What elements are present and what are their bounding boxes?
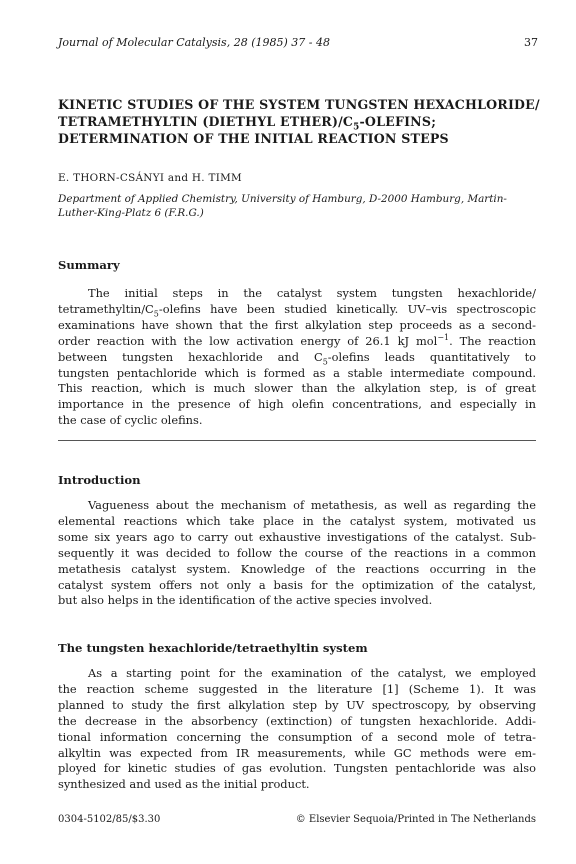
title-line: TETRAMETHYLTIN (DIETHYL $ETHER)/C_5$-OLEFINS;	[58, 114, 437, 133]
text-line: tungsten pentachloride which is formed as a stable intermediate compound.	[58, 365, 536, 380]
page-footer	[58, 814, 536, 828]
author-list: E. THORN-CSÁNYI and H. TIMM	[58, 172, 242, 184]
section-paragraph	[58, 666, 536, 793]
section-divider	[58, 440, 536, 441]
text-line: This reaction, which is much slower than the alkylation step, is of great	[58, 381, 536, 396]
affiliation-line: Department of Applied Chemistry, University of Hamburg, D-2000 Hamburg, Martin-	[58, 193, 507, 205]
text-line: As a starting point for the examination of the catalyst, we employed	[88, 666, 536, 680]
text-line: order reaction with the low activation energy of 26.1 kJ mol$^{-1}$. The reaction	[58, 332, 536, 348]
text-line: elemental reactions which take place in the catalyst system, motivated us	[58, 513, 536, 528]
introduction-heading: Introduction	[58, 473, 141, 487]
affiliation	[58, 192, 536, 220]
text-line: importance in the presence of high olefin concentrations, and especially in	[58, 397, 536, 412]
text-line: the reaction scheme suggested in the literature [1] (Scheme 1). It was	[58, 681, 536, 696]
text-line: examinations have shown that the first alkylation step proceeds as a second-	[58, 317, 536, 332]
affiliation-line: Luther-King-Platz 6 (F.R.G.)	[58, 207, 204, 219]
text-line: Vagueness about the mechanism of metathesis, as well as regarding the	[88, 498, 536, 512]
text-line: ployed for kinetic studies of gas evolution. Tungsten pentachloride was also	[58, 761, 536, 776]
text-line: synthesized and used as the initial product.	[58, 777, 310, 792]
text-line: the case of cyclic olefins.	[58, 413, 203, 428]
text-line: but also helps in the identification of the active species involved.	[58, 593, 433, 608]
text-line: catalyst system offers not only a basis for the optimization of the catalyst,	[58, 577, 536, 592]
text-line: metathesis catalyst system. Knowledge of the reactions occurring in the	[58, 561, 536, 576]
paper-title	[58, 96, 540, 147]
text-line: tetramethyltin/$C_5$-olefins have been studied kinetically. UV–vis spectroscopic	[58, 301, 536, 319]
text-line: The initial steps in the catalyst system tungsten hexachloride/	[88, 286, 536, 300]
journal-citation: Journal of Molecular Catalysis, 28 (1985) 37 - 48	[58, 36, 330, 49]
text-line: sequently it was decided to follow the course of the reactions in a common	[58, 545, 536, 560]
title-line: DETERMINATION OF THE INITIAL REACTION STEPS	[58, 131, 449, 146]
text-line: planned to study the first alkylation step by UV spectroscopy, by observing	[58, 697, 536, 712]
section-heading: The tungsten hexachloride/tetraethyltin system	[58, 641, 368, 655]
page-number: 37	[524, 36, 538, 49]
text-line: the decrease in the absorbency (extinction) of tungsten hexachloride. Addi-	[58, 713, 536, 728]
running-header	[58, 36, 538, 52]
summary-heading: Summary	[58, 258, 120, 272]
issn-code: 0304-5102/85/$3.30	[58, 814, 161, 825]
text-line: some six years ago to carry out exhaustive investigations of the catalyst. Sub-	[58, 529, 536, 544]
text-line: tional information concerning the consumption of a second mole of tetra-	[58, 729, 536, 744]
title-line: KINETIC STUDIES OF THE SYSTEM TUNGSTEN HEXACHLORIDE/	[58, 97, 540, 112]
publisher-notice: © Elsevier Sequoia/Printed in The Netherlands	[295, 814, 536, 825]
text-line: between tungsten hexachloride and $C_5$-olefins leads quantitatively to	[58, 349, 537, 366]
text-line: alkyltin was expected from IR measurements, while GC methods were em-	[58, 745, 536, 760]
introduction-paragraph	[58, 498, 536, 609]
summary-paragraph	[58, 286, 536, 429]
